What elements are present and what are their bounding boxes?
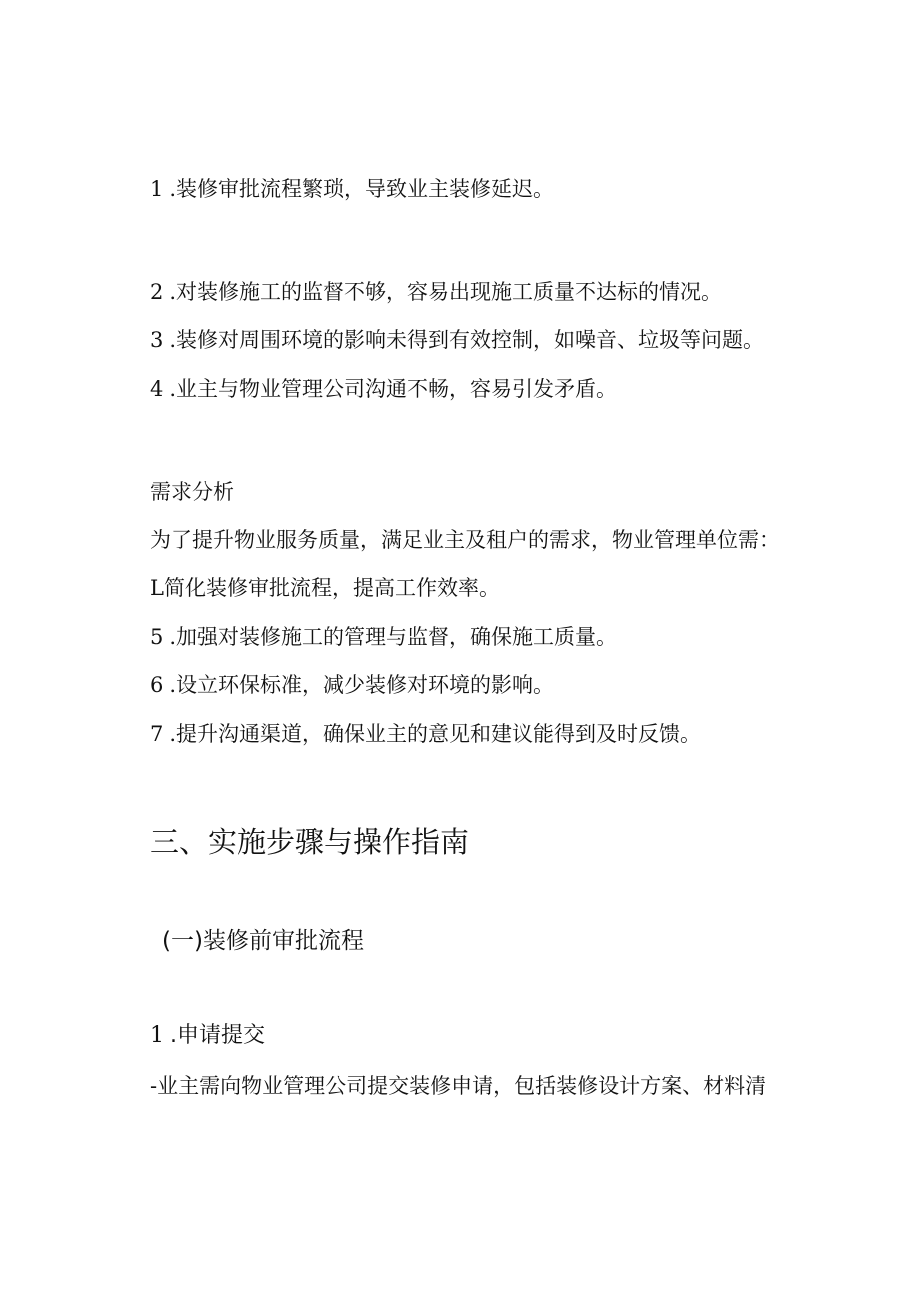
needs-intro: 为了提升物业服务质量，满足业主及租户的需求，物业管理单位需： xyxy=(150,528,780,552)
step-heading xyxy=(150,1021,265,1051)
issue-text: .业主与物业管理公司沟通不畅，容易引发矛盾。 xyxy=(169,377,618,401)
chapter-title: 三、实施步骤与操作指南 xyxy=(150,825,470,859)
issue-item-4 xyxy=(150,375,617,403)
needs-text: .设立环保标准，减少装修对环境的影响。 xyxy=(169,673,555,697)
needs-item-7 xyxy=(150,720,701,748)
issue-number: 2 xyxy=(150,280,164,304)
needs-item-6 xyxy=(150,671,554,699)
issue-number: 4 xyxy=(150,377,164,401)
needs-number: 7 xyxy=(150,722,164,746)
issue-text: .对装修施工的监督不够，容易出现施工质量不达标的情况。 xyxy=(169,280,723,304)
needs-text: .提升沟通渠道，确保业主的意见和建议能得到及时反馈。 xyxy=(169,722,702,746)
needs-item-first: L简化装修审批流程，提高工作效率。 xyxy=(150,576,500,600)
issue-item-1 xyxy=(150,175,554,203)
step-title: .申请提交 xyxy=(170,1023,265,1048)
step-number: 1 xyxy=(150,1023,164,1048)
issue-text: .装修审批流程繁琐，导致业主装修延迟。 xyxy=(169,177,555,201)
issue-text: .装修对周围环境的影响未得到有效控制，如噪音、垃圾等问题。 xyxy=(169,328,765,352)
issue-item-3 xyxy=(150,326,764,354)
needs-text: .加强对装修施工的管理与监督，确保施工质量。 xyxy=(169,625,618,649)
issue-number: 1 xyxy=(150,177,164,201)
needs-heading: 需求分析 xyxy=(150,480,234,504)
needs-number: 6 xyxy=(150,673,164,697)
issue-number: 3 xyxy=(150,328,164,352)
issue-item-2 xyxy=(150,278,722,306)
step-description: -业主需向物业管理公司提交装修申请，包括装修设计方案、材料清 xyxy=(150,1074,767,1098)
needs-number: 5 xyxy=(150,625,164,649)
subsection-title: (一)装修前审批流程 xyxy=(162,928,364,954)
needs-item-5 xyxy=(150,623,617,651)
